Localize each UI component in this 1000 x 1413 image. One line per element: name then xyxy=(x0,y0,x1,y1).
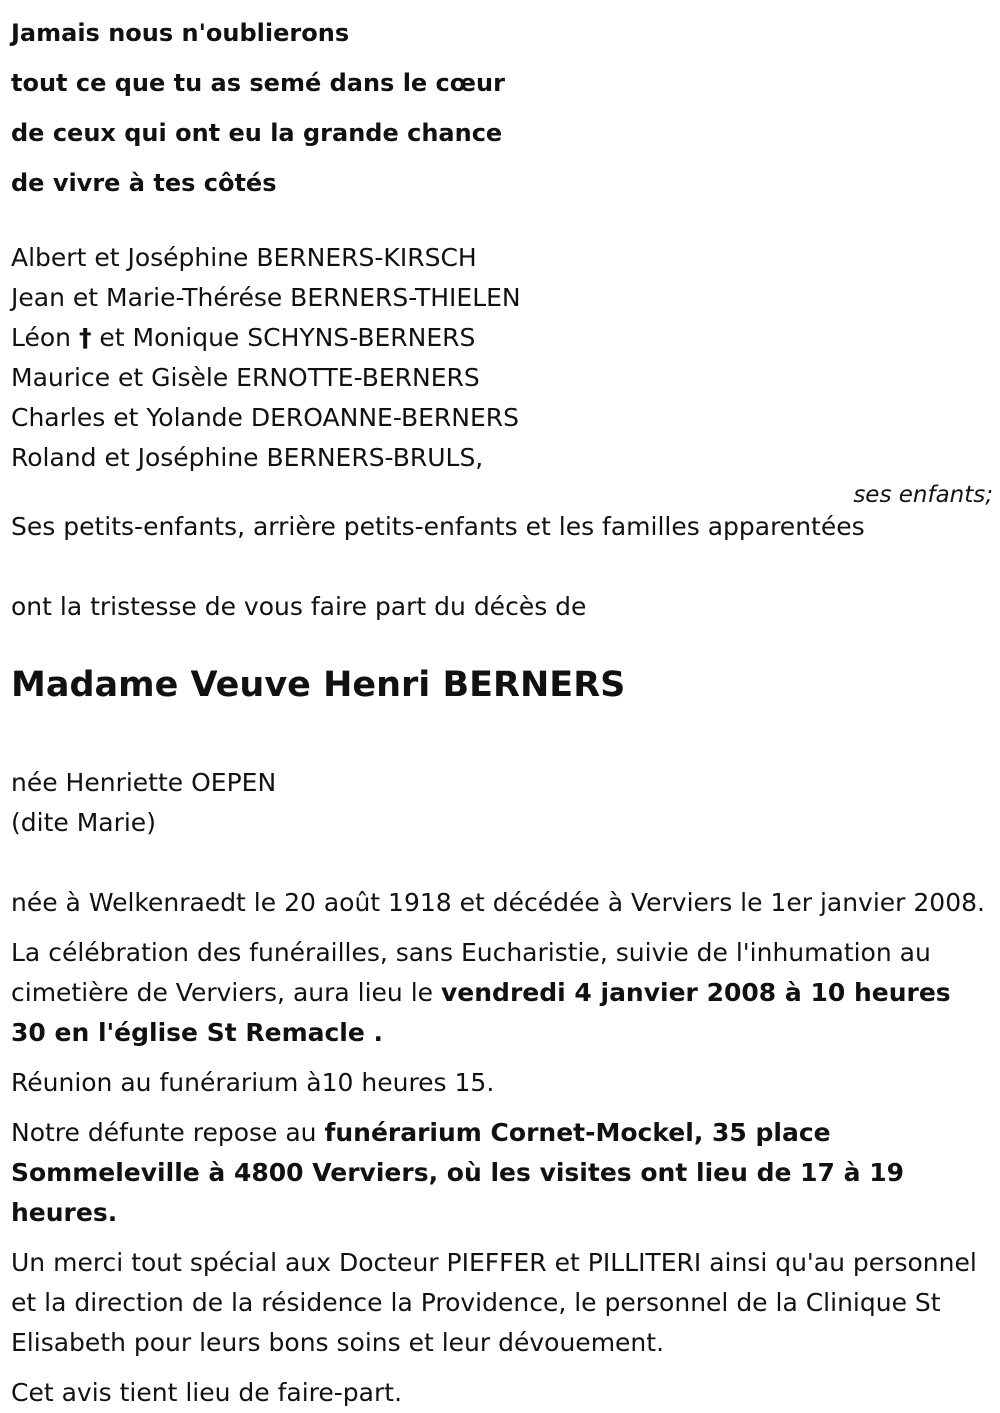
thanks-paragraph: Un merci tout spécial aux Docteur PIEFFER et PILLITERI ainsi qu'au personnel et la direction de la résidence la Providence, le personnel de la Clinique St Elisabeth pour leurs bons soins et leur dévouement. xyxy=(11,1248,977,1357)
child-couple: Roland et Joséphine BERNERS-BRULS, xyxy=(11,443,484,472)
obituary-notice xyxy=(11,0,993,1413)
cross-icon: † xyxy=(78,323,92,352)
rest-info xyxy=(11,1113,993,1233)
deceased-name: Madame Veuve Henri BERNERS xyxy=(11,665,626,705)
poem-line: Jamais nous n'oublierons xyxy=(11,19,350,47)
child-name: Léon xyxy=(11,323,72,352)
birth-death-info: née à Welkenraedt le 20 août 1918 et décédée à Verviers le 1er janvier 2008. xyxy=(11,888,985,917)
funeral-info xyxy=(11,933,993,1053)
closing-line: Cet avis tient lieu de faire-part. xyxy=(11,1378,403,1407)
funeral-intro: La célébration des funérailles, sans Eucharistie, suivie de l'inhumation au cimetière de Verviers, aura lieu le xyxy=(11,938,931,1007)
reunion-info: Réunion au funérarium à10 heures 15. xyxy=(11,1068,495,1097)
poem xyxy=(11,8,993,208)
child-couple xyxy=(11,318,993,358)
announcement: ont la tristesse de vous faire part du décès de xyxy=(11,592,587,621)
rest-details: funérarium Cornet-Mockel, 35 place Sommeleville à 4800 Verviers, où les visites ont lieu de 17 à 19 heures. xyxy=(11,1118,905,1227)
children-list xyxy=(11,238,993,507)
maiden-name: née Henriette OEPEN xyxy=(11,768,277,797)
grandchildren-line: Ses petits-enfants, arrière petits-enfants et les familles apparentées xyxy=(11,512,865,541)
child-spouse: et Monique SCHYNS-BERNERS xyxy=(91,323,476,352)
child-couple: Charles et Yolande DEROANNE-BERNERS xyxy=(11,403,520,432)
child-couple: Albert et Joséphine BERNERS-KIRSCH xyxy=(11,243,477,272)
child-couple: Maurice et Gisèle ERNOTTE-BERNERS xyxy=(11,363,480,392)
rest-intro: Notre défunte repose au xyxy=(11,1118,325,1147)
poem-line: de vivre à tes côtés xyxy=(11,169,277,197)
nickname: (dite Marie) xyxy=(11,808,156,837)
poem-line: de ceux qui ont eu la grande chance xyxy=(11,119,503,147)
poem-line: tout ce que tu as semé dans le cœur xyxy=(11,69,505,97)
relation-label: ses enfants; xyxy=(853,482,993,508)
child-couple: Jean et Marie-Thérése BERNERS-THIELEN xyxy=(11,283,521,312)
funeral-details: vendredi 4 janvier 2008 à 10 heures 30 en l'église St Remacle . xyxy=(11,978,951,1047)
